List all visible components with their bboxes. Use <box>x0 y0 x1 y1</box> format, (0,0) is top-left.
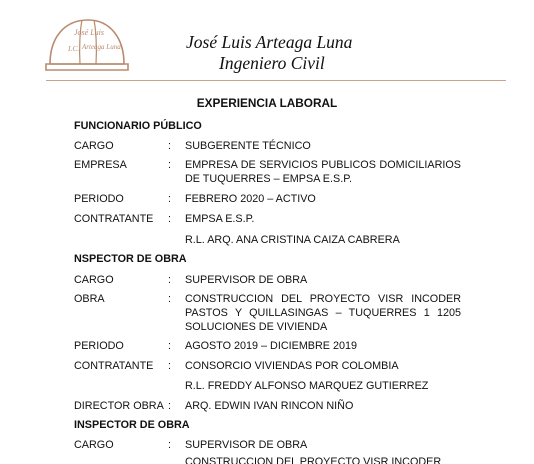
entry-label: CONTRATANTE <box>74 360 154 372</box>
entry-value: R.L. FREDDY ALFONSO MARQUEZ GUTIERREZ <box>185 380 429 392</box>
entry-colon: : <box>168 213 171 225</box>
svg-text:I.C.: I.C. <box>68 44 80 53</box>
entry-colon: : <box>168 140 171 152</box>
entry-colon: : <box>168 193 171 205</box>
entry-value: SUBGERENTE TÉCNICO <box>185 140 311 152</box>
block-heading: NSPECTOR DE OBRA <box>74 253 187 265</box>
svg-text:José Luis: José Luis <box>74 28 104 37</box>
header-name: José Luis Arteaga Luna <box>186 32 353 52</box>
entry-colon: : <box>168 400 171 412</box>
entry-value: CONSORCIO VIVIENDAS POR COLOMBIA <box>185 360 399 372</box>
entry-colon: : <box>168 293 171 305</box>
entry-colon: : <box>168 274 171 286</box>
svg-text:Arteaga Luna: Arteaga Luna <box>82 43 121 51</box>
entry-label: CARGO <box>74 439 114 451</box>
entry-label: CARGO <box>74 274 114 286</box>
block-heading: INSPECTOR DE OBRA <box>74 419 190 431</box>
header-divider <box>46 80 506 81</box>
hard-hat-logo <box>44 8 130 76</box>
entry-label: CARGO <box>74 140 114 152</box>
entry-label: OBRA <box>74 293 105 305</box>
entry-colon: : <box>168 159 171 171</box>
entry-label: DIRECTOR OBRA <box>74 400 164 412</box>
entry-label: PERIODO <box>74 193 124 205</box>
entry-colon: : <box>168 360 171 372</box>
entry-colon: : <box>168 439 171 451</box>
block-heading: FUNCIONARIO PÚBLICO <box>74 120 202 132</box>
entry-value: SUPERVISOR DE OBRA <box>185 274 308 286</box>
entry-label: CONTRATANTE <box>74 213 154 225</box>
entry-colon: : <box>168 340 171 352</box>
entry-value: ARQ. EDWIN IVAN RINCON NIÑO <box>185 400 354 412</box>
entry-value: EMPRESA DE SERVICIOS PUBLICOS DOMICILIARIOS DE TUQUERRES – EMPSA E.S.P. <box>185 159 461 186</box>
header-title: Ingeniero Civil <box>219 53 325 73</box>
truncated-text-line: CONSTRUCCION DEL PROYECTO VISR INCODER <box>185 456 442 464</box>
entry-value: SUPERVISOR DE OBRA <box>185 439 308 451</box>
entry-value: EMPSA E.S.P. <box>185 213 255 225</box>
entry-value: AGOSTO 2019 – DICIEMBRE 2019 <box>185 340 358 352</box>
section-title: EXPERIENCIA LABORAL <box>196 96 338 110</box>
entry-value: CONSTRUCCION DEL PROYECTO VISR INCODER PASTOS Y QUILLASINGAS – TUQUERRES 1 1205 SOLUCIONES DE VIVIENDA <box>185 293 461 334</box>
entry-label: PERIODO <box>74 340 124 352</box>
entry-value: FEBRERO 2020 – ACTIVO <box>185 193 316 205</box>
entry-value: R.L. ARQ. ANA CRISTINA CAIZA CABRERA <box>185 234 400 246</box>
entry-label: EMPRESA <box>74 159 127 171</box>
